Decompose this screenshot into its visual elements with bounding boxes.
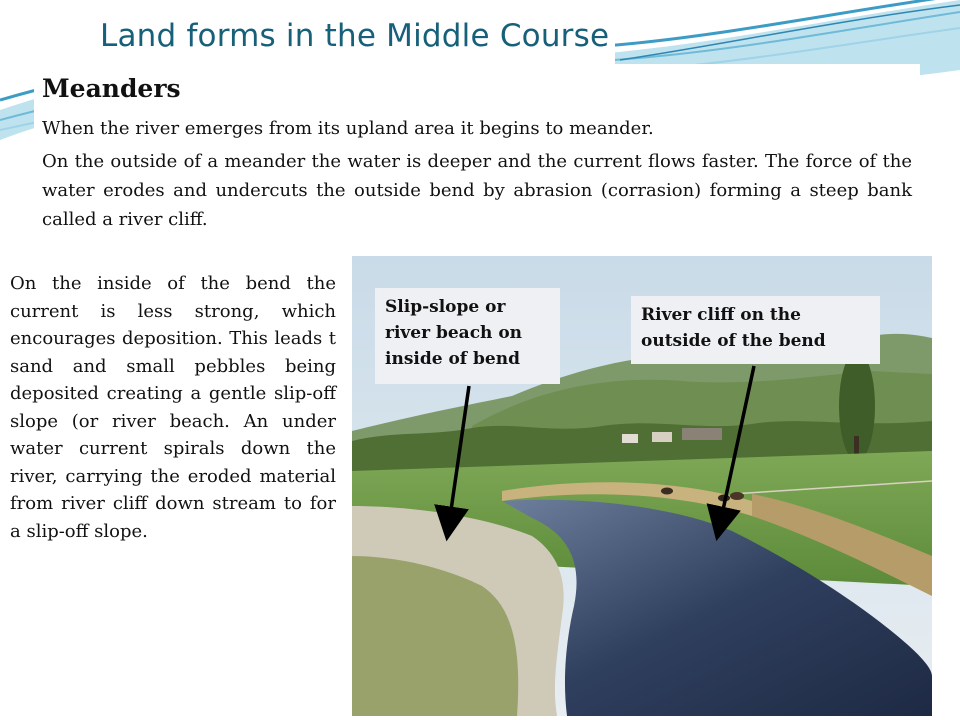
meanders-heading: Meanders (42, 74, 181, 103)
slide-title: Land forms in the Middle Course (88, 8, 615, 66)
slip-slope-label: Slip-slope or river beach on inside of bend (375, 288, 560, 384)
meanders-intro: When the river emerges from its upland area it begins to meander. (42, 118, 654, 139)
river-cliff-arrow (720, 366, 754, 524)
river-cliff-label: River cliff on the outside of the bend (631, 296, 880, 364)
inside-bend-text: On the inside of the bend the current is less strong, which encourages deposition. This leads t sand and small pebbles being deposited creating a gentle slip-off slope (or river beach. An under water current spirals down the river, carrying the eroded material from river cliff down stream to for a slip-off slope. (10, 273, 336, 542)
slip-slope-arrow (449, 386, 469, 524)
meanders-outside-bend: On the outside of a meander the water is deeper and the current flows faster. The force of the water erodes and undercuts the outside bend by abrasion (corrasion) forming a steep bank called a river cliff. (42, 151, 912, 230)
meanders-section (34, 64, 920, 256)
